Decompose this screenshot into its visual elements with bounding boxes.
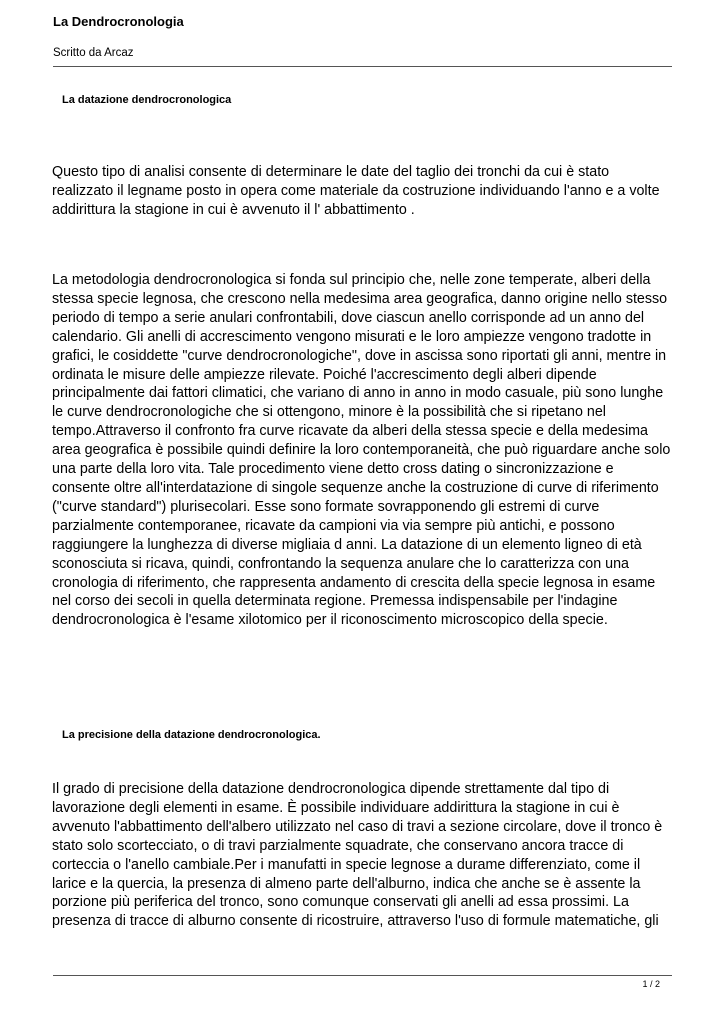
section-heading-precision: La precisione della datazione dendrocronologica. xyxy=(62,729,321,741)
paragraph-methodology: La metodologia dendrocronologica si fonda sul principio che, nelle zone temperate, alberi della stessa specie legnosa, che crescono nella medesima area geografica, danno origine nello stesso periodo di tempo a serie anulari confrontabili, dove ciascun anello corrisponde ad un anno del calendario. Gli anelli di accrescimento vengono misurati e le loro ampiezze vengono tradotte in grafici, le cosiddette "curve dendrocronologiche", dove in ascissa sono riportati gli anni, mentre in ordinata le misure delle ampiezze rilevate. Poiché l'accrescimento degli alberi dipende principalmente dai fattori climatici, che variano di anno in anno in modo casuale, più sono lunghe le curve dendrocronologiche che si ottengono, minore è la possibilità che si ripetano nel tempo.Attraverso il confronto fra curve ricavate da alberi della stessa specie e della medesima area geografica è possibile quindi definire la loro contemporaneità, che può riguardare anche solo una parte della loro vita. Tale procedimento viene detto cross dating o sincronizzazione e consente oltre all'interdatazione di singole sequenze anche la costruzione di curve di riferimento ("curve standard") plurisecolari. Esse sono formate sovrapponendo gli estremi di curve parzialmente contemporanee, ricavate da campioni via via sempre più antichi, e possono raggiungere la lunghezza di diverse migliaia d anni. La datazione di un elemento ligneo di età sconosciuta si ricava, quindi, confrontando la sequenza anulare che lo caratterizza con una cronologia di riferimento, che rappresenta andamento di crescita della specie legnosa in esame nel corso dei secoli in quella determinata regione. Premessa indispensabile per l'indagine dendrocronologica è l'esame xilotomico per il riconoscimento microscopico della specie. xyxy=(52,272,671,629)
page-number: 1 / 2 xyxy=(642,979,660,989)
paragraph-precision: Il grado di precisione della datazione dendrocronologica dipende strettamente dal tipo di lavorazione degli elementi in esame. È possibile individuare addirittura la stagione in cui è avvenuto l'abbattimento dell'albero utilizzato nel caso di travi a sezione circolare, dove il tronco è stato solo scortecciato, o di travi parzialmente squadrate, che conservano ancora tracce di corteccia o l'anello cambiale.Per i manufatti in specie legnose a durame differenziato, come il larice e la quercia, la presenza di almeno parte dell'alburno, indica che anche se è assente la porzione più periferica del tronco, sono comunque conservati gli anelli ad essa prossimi. La presenza di tracce di alburno consente di ricostruire, attraverso l'uso di formule matematiche, gli xyxy=(52,781,663,930)
section-heading-dating: La datazione dendrocronologica xyxy=(62,94,232,106)
document-title: La Dendrocronologia xyxy=(53,14,184,29)
paragraph-intro: Questo tipo di analisi consente di determinare le date del taglio dei tronchi da cui è stato realizzato il legname posto in opera come materiale da costruzione individuando l'anno e a volte addirittura la stagione in cui è avvenuto il l' abbattimento . xyxy=(52,164,660,218)
header-divider xyxy=(53,66,672,67)
footer-divider xyxy=(53,975,672,976)
author-line: Scritto da Arcaz xyxy=(53,47,134,59)
